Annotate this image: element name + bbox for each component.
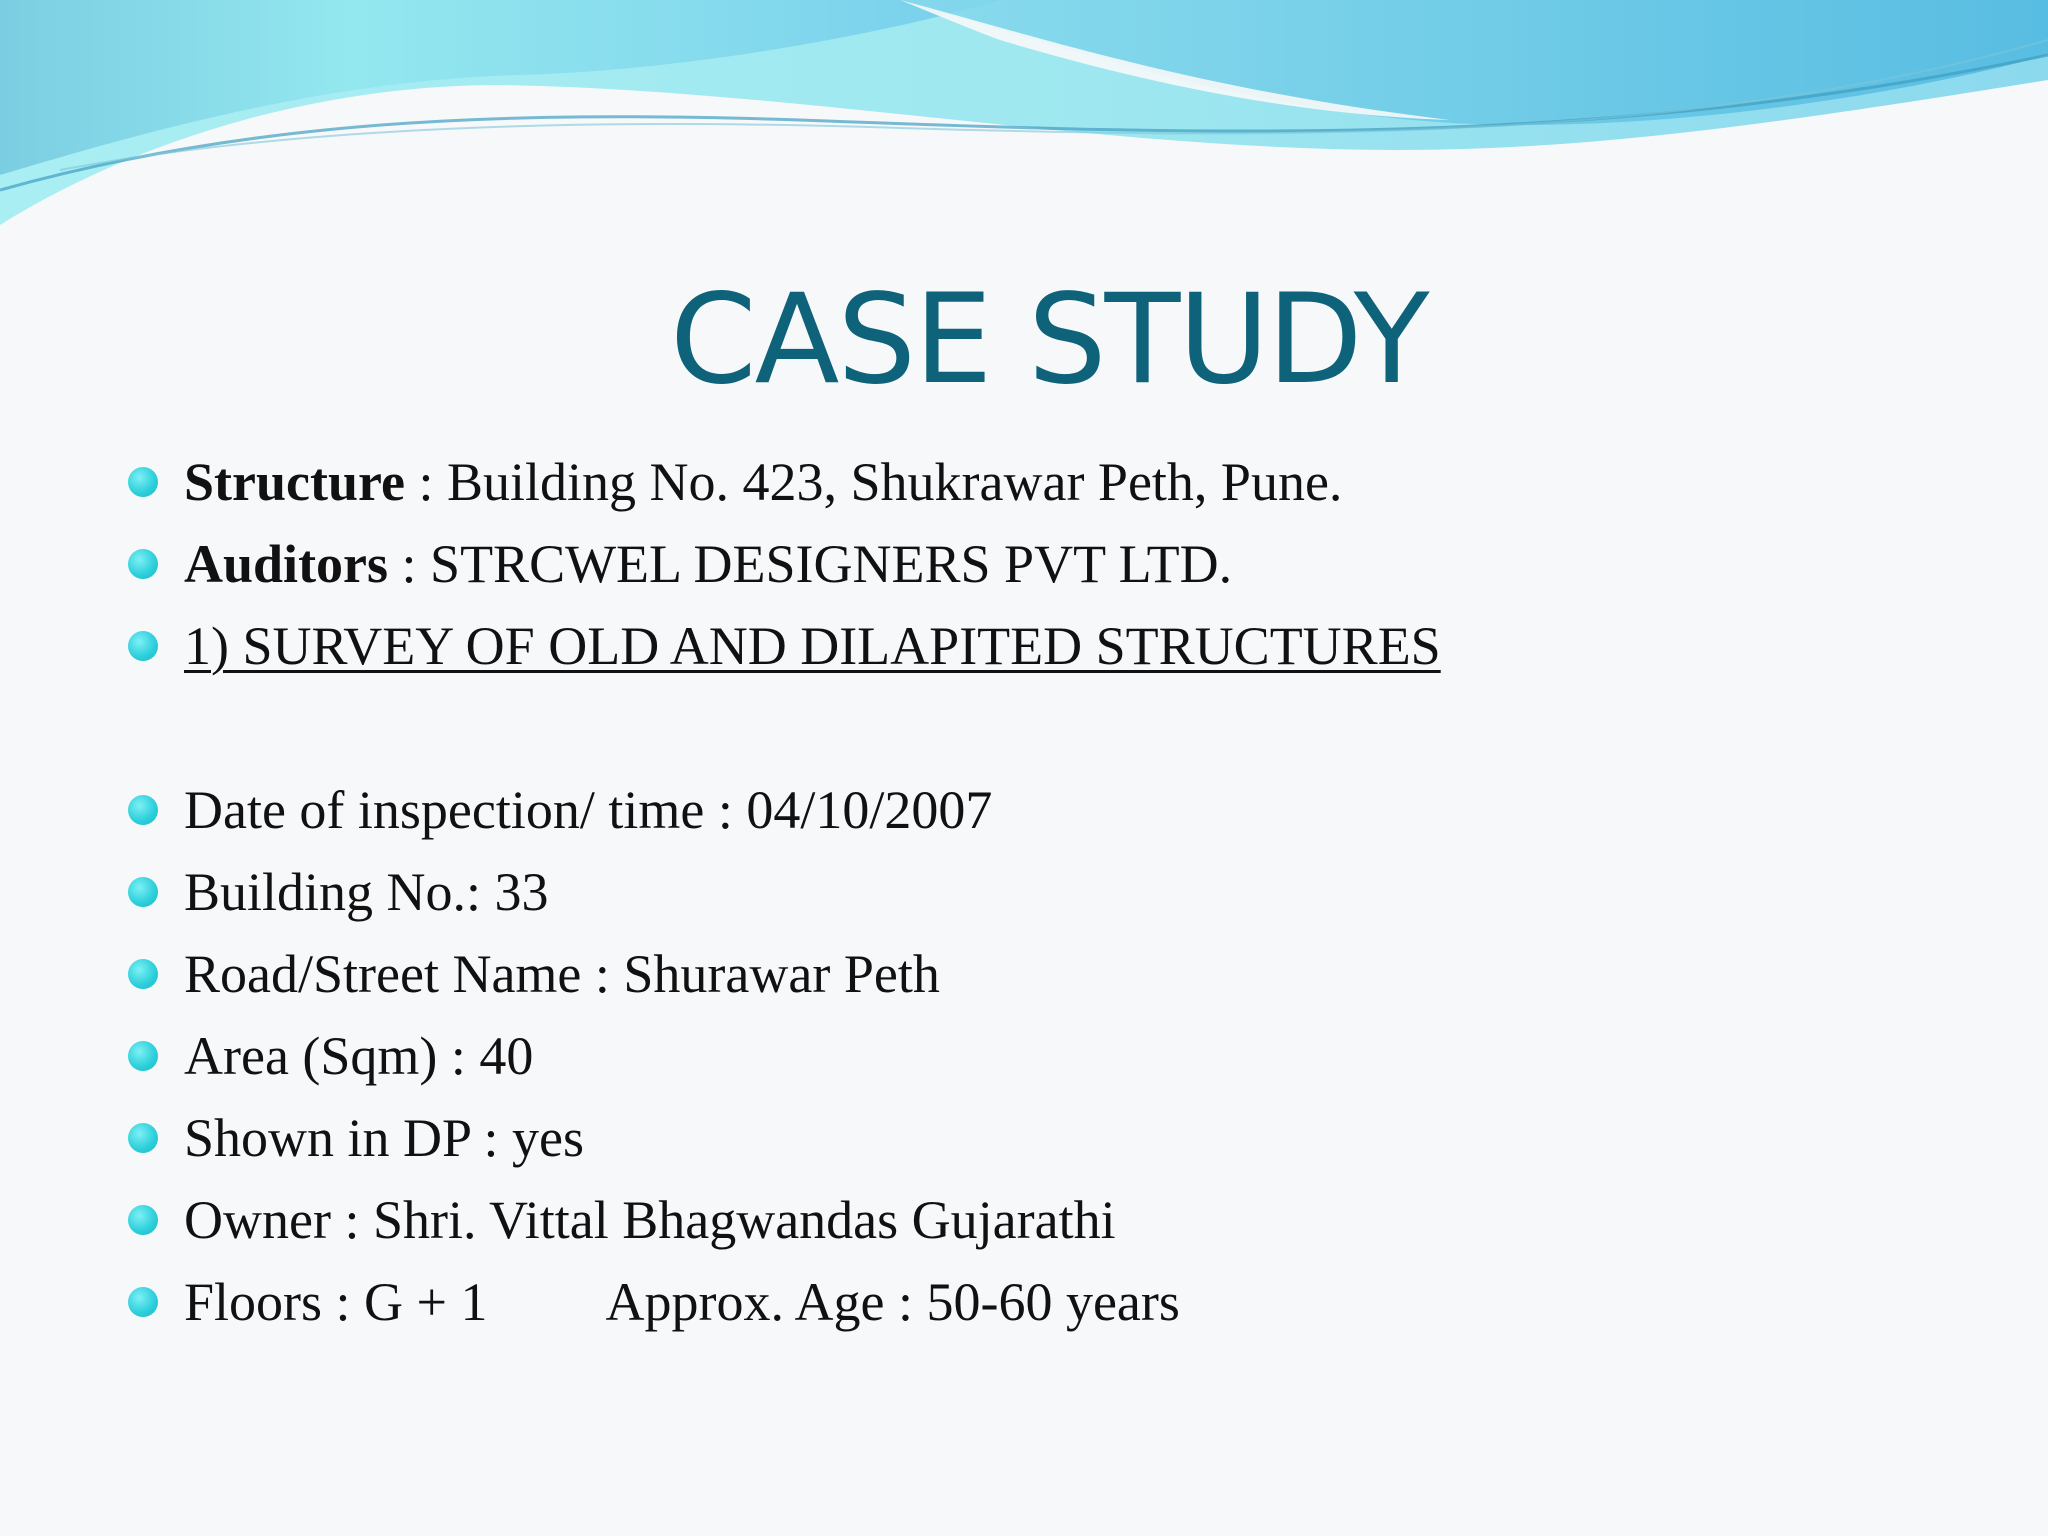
bullet-text-age: Approx. Age : 50-60 years [605, 1272, 1180, 1332]
bullet-icon [128, 1123, 158, 1153]
bullet-text: Building No.: 33 [184, 862, 549, 922]
bullet-icon [128, 959, 158, 989]
bullet-icon [128, 795, 158, 825]
bullet-label: Auditors [184, 534, 389, 594]
bullet-value: : STRCWEL DESIGNERS PVT LTD. [388, 534, 1233, 594]
bullet-text: Owner : Shri. Vittal Bhagwandas Gujarathi [184, 1190, 1116, 1250]
bullet-text-floors: Floors : G + 1 [184, 1272, 488, 1332]
bullet-label: Structure [184, 452, 405, 512]
slide-title: CASE STUDY [670, 268, 1428, 412]
bullet-icon [128, 467, 158, 497]
bullet-icon [128, 631, 158, 661]
bullet-icon [128, 1041, 158, 1071]
bullet-text: Date of inspection/ time : 04/10/2007 [184, 780, 993, 840]
bullet-icon [128, 549, 158, 579]
bullet-icon [128, 1205, 158, 1235]
bullet-text: Shown in DP : yes [184, 1108, 585, 1168]
bullet-value: : Building No. 423, Shukrawar Peth, Pune. [404, 452, 1343, 512]
bullet-text: Road/Street Name : Shurawar Peth [184, 944, 940, 1004]
bullet-text: 1) SURVEY OF OLD AND DILAPITED STRUCTURES [184, 616, 1441, 676]
decorative-wave-header [0, 0, 2048, 260]
bullet-text: Area (Sqm) : 40 [184, 1026, 534, 1086]
bullet-icon [128, 877, 158, 907]
bullet-icon [128, 1287, 158, 1317]
